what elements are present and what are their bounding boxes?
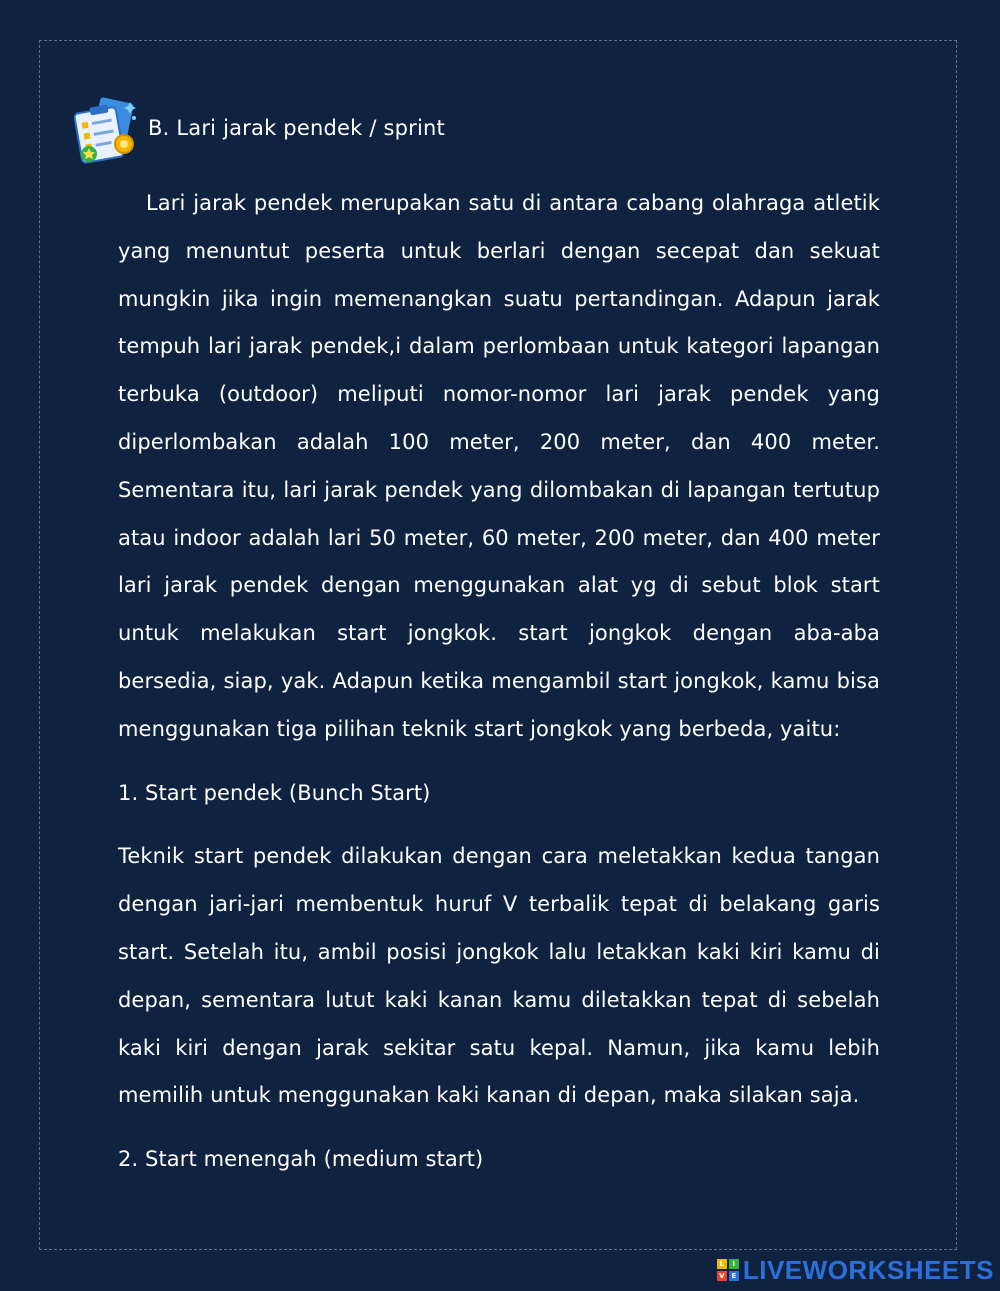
liveworksheets-logo-text: LIVEWORKSHEETS	[742, 1254, 994, 1285]
liveworksheets-logo-blocks	[717, 1259, 739, 1281]
intro-paragraph: Lari jarak pendek merupakan satu di antara cabang olahraga atletik yang menuntut peserta untuk berlari dengan secepat dan sekuat mungkin jika ingin memenangkan suatu pertandingan. Adapun jarak tempuh lari jarak pendek,i dalam perlombaan untuk kategori lapangan terbuka (outdoor) meliputi nomor-nomor lari jarak pendek yang diperlombakan adalah 100 meter, 200 meter, dan 400 meter. Sementara itu, lari jarak pendek yang dilombakan di lapangan tertutup atau indoor adalah lari 50 meter, 60 meter, 200 meter, dan 400 meter lari jarak pendek dengan menggunakan alat yg di sebut blok start untuk melakukan start jongkok. start jongkok dengan aba-aba bersedia, siap, yak. Adapun ketika mengambil start jongkok, kamu bisa menggunakan tiga pilihan teknik start jongkok yang berbeda, yaitu:	[118, 191, 880, 741]
liveworksheets-watermark	[717, 1255, 994, 1285]
subheading-medium-start: 2. Start menengah (medium start)	[118, 1147, 484, 1172]
main-content	[118, 180, 880, 1184]
logo-block-e: E	[729, 1271, 739, 1281]
section-title: B. Lari jarak pendek / sprint	[148, 116, 445, 140]
logo-block-i: I	[729, 1259, 739, 1269]
clipboard-checklist-icon	[74, 96, 140, 166]
subheading-bunch-start: 1. Start pendek (Bunch Start)	[118, 780, 431, 805]
logo-block-l: L	[717, 1259, 727, 1269]
bunch-start-paragraph: Teknik start pendek dilakukan dengan cara meletakkan kedua tangan dengan jari-jari membentuk huruf V terbalik tepat di belakang garis start. Setelah itu, ambil posisi jongkok lalu letakkan kaki kiri kamu di depan, sementara lutut kaki kanan kamu diletakkan tepat di sebelah kaki kiri dengan jarak sekitar satu kepal. Namun, jika kamu lebih memilih untuk menggunakan kaki kanan di depan, maka silakan saja.	[118, 844, 880, 1108]
logo-block-v: V	[717, 1271, 727, 1281]
section-heading	[74, 96, 445, 166]
